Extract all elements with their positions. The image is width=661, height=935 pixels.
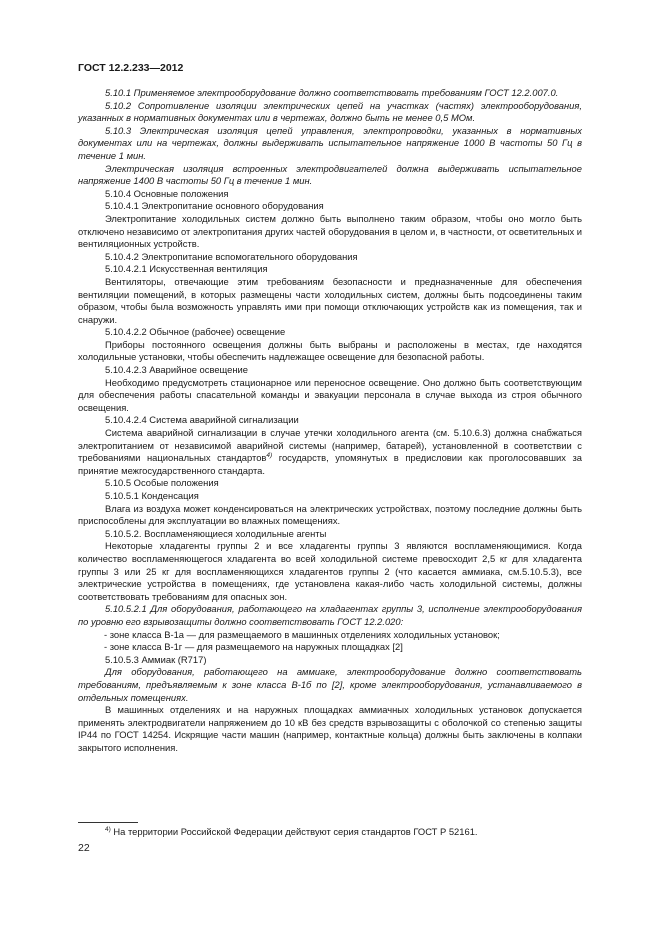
footnote-mark: 4): [105, 826, 111, 833]
footnote-reference: 4): [266, 452, 273, 460]
heading-5-10-5-2: 5.10.5.2. Воспламеняющиеся холодильные агенты: [105, 527, 327, 539]
heading-5-10-4-2: 5.10.4.2 Электропитание вспомогательного оборудования: [105, 250, 358, 262]
heading-5-10-5: 5.10.5 Особые положения: [105, 477, 219, 489]
paragraph-machine-rooms: В машинных отделениях и на наружных площадках аммиачных холодильных установок допускается применять электродвигатели напряжением до 10 кВ без средств взрывозащиты с оболочкой со степенью защиты IP44 по ГОСТ 14254. Искрящие части машин (например, контактные кольца) должны быть заключены в колпаки закрытого исполнения.: [78, 704, 582, 753]
paragraph-emergency-lighting: Необходимо предусмотреть стационарное или переносное освещение. Оно должно быть соответствующим для обеспечения работы спасательной команды и эвакуации персонала в случае выхода из строя обычного освещения.: [78, 376, 582, 413]
paragraph-ammonia-equipment: Для оборудования, работающего на аммиаке, электрооборудование должно соответствовать требованиям, предъявляемым к зоне класса В-1б по [2], кроме электрооборудования, устанавливаемого в отдельных помещениях.: [78, 666, 582, 703]
list-item: - зоне класса В-1а — для размещаемого в машинных отделениях холодильных установок;: [104, 628, 500, 640]
document-body: [78, 87, 582, 754]
paragraph-ventilation: Вентиляторы, отвечающие этим требованиям безопасности и предназначенные для обеспечения вентиляции помещений, в которых размещены части холодильных систем, должны быть подсоединены таким образом, чтобы была возможность управлять ими при помощи отключающих устройств как из помещения, так и снаружи.: [78, 275, 582, 325]
paragraph-5-10-2: 5.10.2 Сопротивление изоляции электрических цепей на участках (частях) электрооборудования, указанных в нормативных документах или в чертежах, должно быть не менее 0,5 МОм.: [78, 99, 582, 124]
paragraph-5-10-1: 5.10.1 Применяемое электрооборудование должно соответствовать требованиям ГОСТ 12.2.007.0.: [105, 87, 559, 98]
paragraph-alarm-system: [78, 427, 582, 477]
heading-5-10-4-2-2: 5.10.4.2.2 Обычное (рабочее) освещение: [105, 326, 286, 338]
document-header: ГОСТ 12.2.233—2012: [78, 62, 184, 74]
heading-5-10-4-2-1: 5.10.4.2.1 Искусственная вентиляция: [105, 263, 268, 275]
paragraph-flammable-refrigerants: Некоторые хладагенты группы 2 и все хладагенты группы 3 являются воспламеняющимися. Когда количество воспламеняющегося хладагента во всей холодильной системе превосходит 2,5 кг для хладагента группы 3 или 25 кг для воспламеняющихся хладагентов группы 2 (что касается аммиака, см.5.10.5.3), все электрические устройства в помещениях, где установлена какая-либо часть холодильной системы, должны соответствовать требованиям для опасных зон.: [78, 540, 582, 602]
heading-5-10-4-1: 5.10.4.1 Электропитание основного оборудования: [105, 200, 324, 212]
paragraph-normal-lighting: Приборы постоянного освещения должны быть выбраны и расположены в местах, где находятся холодильные установки, чтобы обеспечить надлежащее освещение для безопасной работы.: [78, 338, 582, 363]
heading-5-10-4-2-4: 5.10.4.2.4 Система аварийной сигнализации: [105, 414, 299, 426]
heading-5-10-5-1: 5.10.5.1 Конденсация: [105, 490, 199, 501]
list-item: - зоне класса В-1г — для размещаемого на наружных площадках [2]: [104, 641, 403, 653]
paragraph-main-power: Электропитание холодильных систем должно быть выполнено таким образом, чтобы оно могло быть отключено независимо от электропитания других частей оборудования в целом и, в частности, от осветительных и вентиляционных устройств.: [78, 212, 582, 250]
alarm-text: Система аварийной сигнализации в случае утечки холодильного агента (см. 5.10.6.3) должна снабжаться электропитанием от независимой аварийной системы (например, батарей), установленной в соответствии с требованиями национальных стандартов: [78, 427, 582, 464]
paragraph-5-10-3: 5.10.3 Электрическая изоляция цепей управления, электропроводки, указанных в нормативных документах или на чертежах, должны выдерживать испытательное напряжение 1000 В частоты 50 Гц в течение 1 мин.: [78, 124, 582, 161]
paragraph-5-10-5-2-1: 5.10.5.2.1 Для оборудования, работающего на хладагентах группы 3, исполнение электрооборудования по уровню его взрывозащиты должно соответствовать ГОСТ 12.2.020:: [78, 603, 582, 627]
heading-5-10-4-2-3: 5.10.4.2.3 Аварийное освещение: [105, 364, 248, 376]
footnote-divider: [78, 822, 138, 823]
footnote-text: На территории Российской Федерации действуют серия стандартов ГОСТ Р 52161.: [110, 826, 478, 837]
footnote: [105, 826, 478, 837]
heading-5-10-4: 5.10.4 Основные положения: [105, 187, 229, 199]
alarm-text-tail: государств, упомянутых в предисловии как проголосовавших за принятие межгосударственного стандарта.: [78, 452, 582, 476]
paragraph-condensation: Влага из воздуха может конденсироваться на электрических устройствах, поэтому последние должны быть приспособлены для эксплуатации во влажных помещениях.: [78, 502, 582, 527]
heading-5-10-5-3: 5.10.5.3 Аммиак (R717): [105, 653, 207, 665]
paragraph-motor-insulation: Электрическая изоляция встроенных электродвигателей должна выдерживать испытательное напряжение 1400 В частоты 50 Гц в течение 1 мин.: [78, 162, 582, 187]
page-number: 22: [78, 842, 90, 854]
